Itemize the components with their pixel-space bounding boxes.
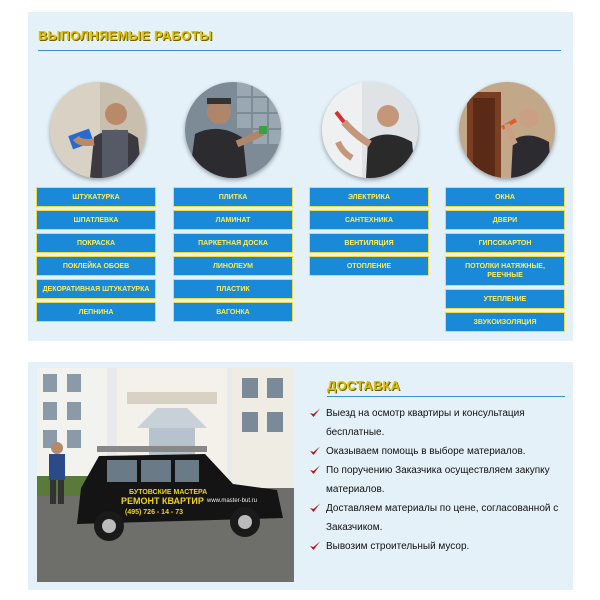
- service-button[interactable]: ЗВУКОИЗОЛЯЦИЯ: [445, 312, 565, 332]
- delivery-section: [28, 362, 573, 590]
- service-button[interactable]: ПЛИТКА: [173, 187, 293, 207]
- service-button[interactable]: ПЛАСТИК: [173, 279, 293, 299]
- car-phone: (495) 726 - 14 - 73: [125, 509, 183, 516]
- delivery-car-photo: [37, 368, 294, 582]
- car-text-line2: РЕМОНТ КВАРТИР: [121, 496, 204, 506]
- checkmark-icon: [309, 445, 321, 457]
- service-button[interactable]: САНТЕХНИКА: [309, 210, 429, 230]
- door-installer-photo: [459, 82, 555, 178]
- list-item: [309, 537, 571, 556]
- car-site: www.master-but.ru: [207, 498, 258, 504]
- service-button[interactable]: ОТОПЛЕНИЕ: [309, 256, 429, 276]
- service-button[interactable]: ШТУКАТУРКА: [36, 187, 156, 207]
- delivery-item-text: По поручению Заказчика осуществляем закупку материалов.: [326, 465, 550, 495]
- list-item: [309, 442, 571, 461]
- service-button[interactable]: УТЕПЛЕНИЕ: [445, 289, 565, 309]
- service-button[interactable]: ШПАТЛЕВКА: [36, 210, 156, 230]
- service-button[interactable]: ДЕКОРАТИВНАЯ ШТУКАТУРКА: [36, 279, 156, 299]
- service-button[interactable]: ВЕНТИЛЯЦИЯ: [309, 233, 429, 253]
- delivery-item-text: Оказываем помощь в выборе материалов.: [326, 446, 526, 457]
- plasterer-photo: [50, 82, 146, 178]
- service-button[interactable]: ПОКРАСКА: [36, 233, 156, 253]
- delivery-title-underline: [327, 396, 565, 397]
- works-section: [28, 12, 573, 341]
- service-button[interactable]: ЭЛЕКТРИКА: [309, 187, 429, 207]
- delivery-item-text: Вывозим строительный мусор.: [326, 541, 470, 552]
- delivery-item-text: Выезд на осмотр квартиры и консультация бесплатные.: [326, 408, 525, 438]
- works-title: ВЫПОЛНЯЕМЫЕ РАБОТЫ: [38, 28, 213, 43]
- service-button[interactable]: ПАРКЕТНАЯ ДОСКА: [173, 233, 293, 253]
- tiler-photo: [185, 82, 281, 178]
- service-button[interactable]: ДВЕРИ: [445, 210, 565, 230]
- checkmark-icon: [309, 407, 321, 419]
- checkmark-icon: [309, 502, 321, 514]
- list-item: [309, 461, 571, 499]
- service-button[interactable]: ГИПСОКАРТОН: [445, 233, 565, 253]
- works-title-underline: [38, 50, 561, 51]
- car-text-line1: БУТОВСКИЕ МАСТЕРА: [129, 489, 208, 496]
- list-item: [309, 404, 571, 442]
- works-column-finishing: [36, 187, 156, 325]
- delivery-list: [309, 404, 571, 556]
- delivery-item-text: Доставляем материалы по цене, согласованной с Заказчиком.: [326, 503, 559, 533]
- service-button[interactable]: ЛИНОЛЕУМ: [173, 256, 293, 276]
- service-button[interactable]: ОКНА: [445, 187, 565, 207]
- list-item: [309, 499, 571, 537]
- works-column-flooring: [173, 187, 293, 325]
- electrician-photo: [322, 82, 418, 178]
- delivery-title: ДОСТАВКА: [327, 378, 401, 393]
- service-button[interactable]: ПОТОЛКИ НАТЯЖНЫЕ, РЕЕЧНЫЕ: [445, 256, 565, 286]
- works-column-construction: [445, 187, 565, 335]
- service-button[interactable]: ЛЕПНИНА: [36, 302, 156, 322]
- checkmark-icon: [309, 464, 321, 476]
- service-button[interactable]: ПОКЛЕЙКА ОБОЕВ: [36, 256, 156, 276]
- works-column-engineering: [309, 187, 429, 279]
- checkmark-icon: [309, 540, 321, 552]
- service-button[interactable]: ЛАМИНАТ: [173, 210, 293, 230]
- service-button[interactable]: ВАГОНКА: [173, 302, 293, 322]
